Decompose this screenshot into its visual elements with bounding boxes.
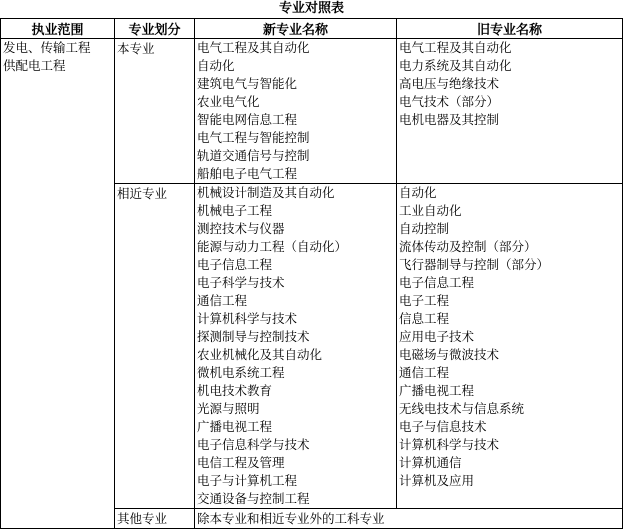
major-name: 轨道交通信号与控制 <box>197 148 310 163</box>
major-name: 飞行器制导与控制（部分） <box>399 257 550 272</box>
major-name: 电气工程与智能控制 <box>197 130 310 145</box>
major-name: 机械电子工程 <box>197 203 273 218</box>
major-name: 电子信息科学与技术 <box>197 437 310 452</box>
major-name: 工业自动化 <box>399 203 462 218</box>
header-row <box>1 19 623 39</box>
category-other: 其他专业 <box>115 509 195 529</box>
major-name: 计算机科学与技术 <box>197 311 298 326</box>
major-name: 能源与动力工程（自动化） <box>197 239 348 254</box>
major-name: 探测制导与控制技术 <box>197 329 310 344</box>
major-name: 电子与计算机工程 <box>197 473 298 488</box>
major-name: 电气工程及其自动化 <box>399 40 512 55</box>
major-name: 电子工程 <box>399 293 450 308</box>
major-name: 电信工程及管理 <box>197 455 285 470</box>
major-name: 电子信息工程 <box>399 275 475 290</box>
major-name: 测控技术与仪器 <box>197 221 285 236</box>
major-name: 应用电子技术 <box>399 329 475 344</box>
core-new-list <box>195 39 397 184</box>
header-new-majors: 新专业名称 <box>195 19 397 39</box>
major-name: 电子信息工程 <box>197 257 273 272</box>
major-name: 高电压与绝缘技术 <box>399 76 500 91</box>
major-name: 自动化 <box>197 58 235 73</box>
major-name: 机械设计制造及其自动化 <box>197 185 335 200</box>
row-core <box>1 39 623 184</box>
header-scope: 执业范围 <box>1 19 115 39</box>
major-name: 电气工程及其自动化 <box>197 40 310 55</box>
major-name: 电子科学与技术 <box>197 275 285 290</box>
major-name: 电力系统及其自动化 <box>399 58 512 73</box>
major-name: 电磁场与微波技术 <box>399 347 500 362</box>
major-comparison-table <box>0 18 623 529</box>
major-name: 电机电器及其控制 <box>399 112 500 127</box>
category-core: 本专业 <box>115 39 195 184</box>
header-old-majors: 旧专业名称 <box>397 19 623 39</box>
major-name: 通信工程 <box>399 365 450 380</box>
major-name: 广播电视工程 <box>399 383 475 398</box>
major-name: 电气技术（部分） <box>399 94 500 109</box>
related-new-list <box>195 184 397 509</box>
related-old-list <box>397 184 623 509</box>
header-category: 专业划分 <box>115 19 195 39</box>
major-name: 交通设备与控制工程 <box>197 491 310 506</box>
major-name: 建筑电气与智能化 <box>197 76 298 91</box>
major-name: 自动控制 <box>399 221 450 236</box>
category-related: 相近专业 <box>115 184 195 509</box>
scope-line: 发电、传输工程 <box>3 40 91 55</box>
other-description: 除本专业和相近专业外的工科专业 <box>195 509 623 529</box>
major-name: 微机电系统工程 <box>197 365 285 380</box>
major-name: 计算机及应用 <box>399 473 475 488</box>
major-name: 流体传动及控制（部分） <box>399 239 537 254</box>
major-name: 光源与照明 <box>197 401 260 416</box>
major-name: 无线电技术与信息系统 <box>399 401 525 416</box>
major-name: 农业电气化 <box>197 94 260 109</box>
major-name: 通信工程 <box>197 293 248 308</box>
scope-cell <box>1 39 115 529</box>
core-old-list <box>397 39 623 184</box>
major-name: 农业机械化及其自动化 <box>197 347 323 362</box>
major-name: 智能电网信息工程 <box>197 112 298 127</box>
major-name: 广播电视工程 <box>197 419 273 434</box>
major-name: 计算机科学与技术 <box>399 437 500 452</box>
major-name: 船舶电子电气工程 <box>197 166 298 181</box>
major-name: 计算机通信 <box>399 455 462 470</box>
table-title: 专业对照表 <box>278 1 344 16</box>
major-name: 信息工程 <box>399 311 450 326</box>
major-name: 机电技术教育 <box>197 383 273 398</box>
major-name: 自动化 <box>399 185 437 200</box>
major-name: 电子与信息技术 <box>399 419 487 434</box>
scope-line: 供配电工程 <box>3 58 66 73</box>
